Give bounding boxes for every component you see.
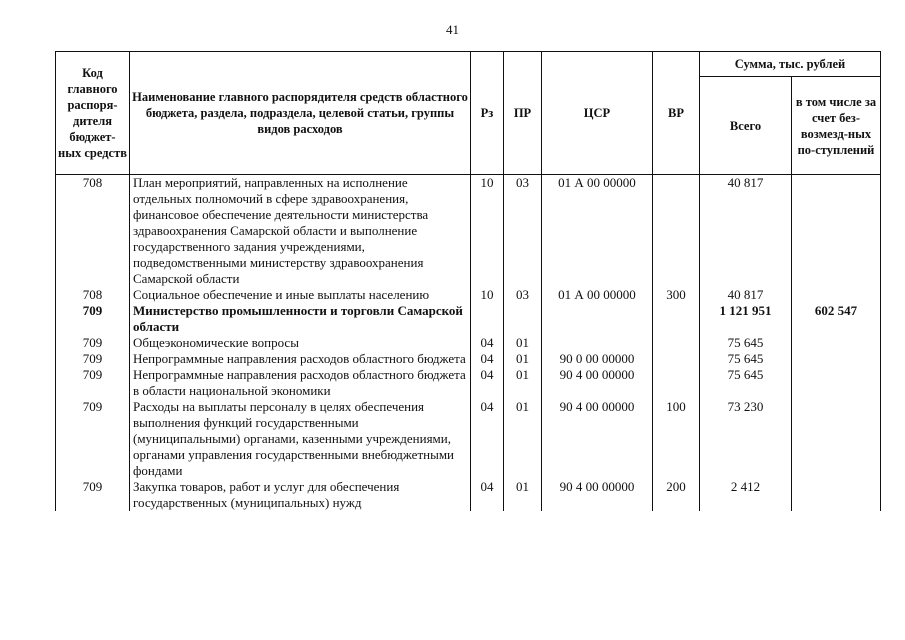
table-row [56,335,881,351]
cell-vr: 200 [653,479,700,511]
header-vr: ВР [653,52,700,175]
cell-name: Общеэкономические вопросы [130,335,471,351]
cell-name: Расходы на выплаты персоналу в целях обеспечения выполнения функций государственными (муниципальными) органами, казенными учреждениями, органами управления государственными внебюджетными фондами [130,399,471,479]
cell-rz: 04 [471,479,504,511]
cell-vr: 300 [653,287,700,303]
cell-incl: 602 547 [792,303,881,335]
table-row [56,287,881,303]
cell-code: 709 [56,335,130,351]
cell-incl [792,479,881,511]
cell-pr: 03 [504,175,542,288]
cell-rz: 10 [471,175,504,288]
cell-rz: 10 [471,287,504,303]
header-sum: Сумма, тыс. рублей [700,52,881,77]
header-csr: ЦСР [542,52,653,175]
cell-name: Непрограммные направления расходов областного бюджета в области национальной экономики [130,367,471,399]
cell-csr [542,303,653,335]
cell-vr: 100 [653,399,700,479]
cell-rz: 04 [471,335,504,351]
cell-vr [653,367,700,399]
budget-table [55,51,881,511]
cell-pr: 01 [504,335,542,351]
cell-code: 709 [56,351,130,367]
cell-csr: 90 4 00 00000 [542,399,653,479]
cell-csr: 90 4 00 00000 [542,479,653,511]
header-rz: Рз [471,52,504,175]
cell-csr [542,335,653,351]
table-row [56,479,881,511]
cell-vr [653,351,700,367]
cell-name: План мероприятий, направленных на исполнение отдельных полномочий в сфере здравоохранения, финансовое обеспечение деятельности министерства здравоохранения Самарской области и выполнение государственного задания учреждениями, подведомственными министерству здравоохранения Самарской области [130,175,471,288]
cell-pr: 01 [504,351,542,367]
header-pr: ПР [504,52,542,175]
header-code: Код главного распоря-дителя бюджет-ных средств [56,52,130,175]
cell-total: 2 412 [700,479,792,511]
cell-total: 75 645 [700,351,792,367]
cell-csr: 90 4 00 00000 [542,367,653,399]
cell-total: 40 817 [700,287,792,303]
cell-code: 709 [56,367,130,399]
cell-csr: 90 0 00 00000 [542,351,653,367]
cell-total: 73 230 [700,399,792,479]
cell-pr [504,303,542,335]
cell-total: 40 817 [700,175,792,288]
table-row [56,303,881,335]
cell-incl [792,367,881,399]
header-incl: в том числе за счет без-возмезд-ных по-ступлений [792,77,881,175]
cell-name: Непрограммные направления расходов областного бюджета [130,351,471,367]
cell-vr [653,335,700,351]
cell-incl [792,335,881,351]
cell-incl [792,287,881,303]
cell-total: 1 121 951 [700,303,792,335]
cell-total: 75 645 [700,367,792,399]
cell-name: Социальное обеспечение и иные выплаты населению [130,287,471,303]
cell-code: 708 [56,287,130,303]
cell-rz: 04 [471,399,504,479]
page-number: 41 [446,22,459,37]
cell-pr: 03 [504,287,542,303]
cell-name: Министерство промышленности и торговли Самарской области [130,303,471,335]
cell-incl [792,175,881,288]
cell-csr: 01 А 00 00000 [542,287,653,303]
cell-rz: 04 [471,351,504,367]
cell-csr: 01 А 00 00000 [542,175,653,288]
cell-code: 709 [56,479,130,511]
table-row [56,175,881,288]
cell-incl [792,399,881,479]
cell-code: 709 [56,303,130,335]
cell-pr: 01 [504,399,542,479]
cell-code: 708 [56,175,130,288]
table-row [56,351,881,367]
cell-rz [471,303,504,335]
table-row [56,399,881,479]
header-name: Наименование главного распорядителя средств областного бюджета, раздела, подраздела, целевой статьи, группы видов расходов [130,52,471,175]
header-total: Всего [700,77,792,175]
cell-pr: 01 [504,479,542,511]
cell-code: 709 [56,399,130,479]
table-row [56,367,881,399]
cell-pr: 01 [504,367,542,399]
cell-vr [653,175,700,288]
header-row [56,52,881,77]
cell-vr [653,303,700,335]
cell-incl [792,351,881,367]
cell-total: 75 645 [700,335,792,351]
cell-rz: 04 [471,367,504,399]
cell-name: Закупка товаров, работ и услуг для обеспечения государственных (муниципальных) нужд [130,479,471,511]
